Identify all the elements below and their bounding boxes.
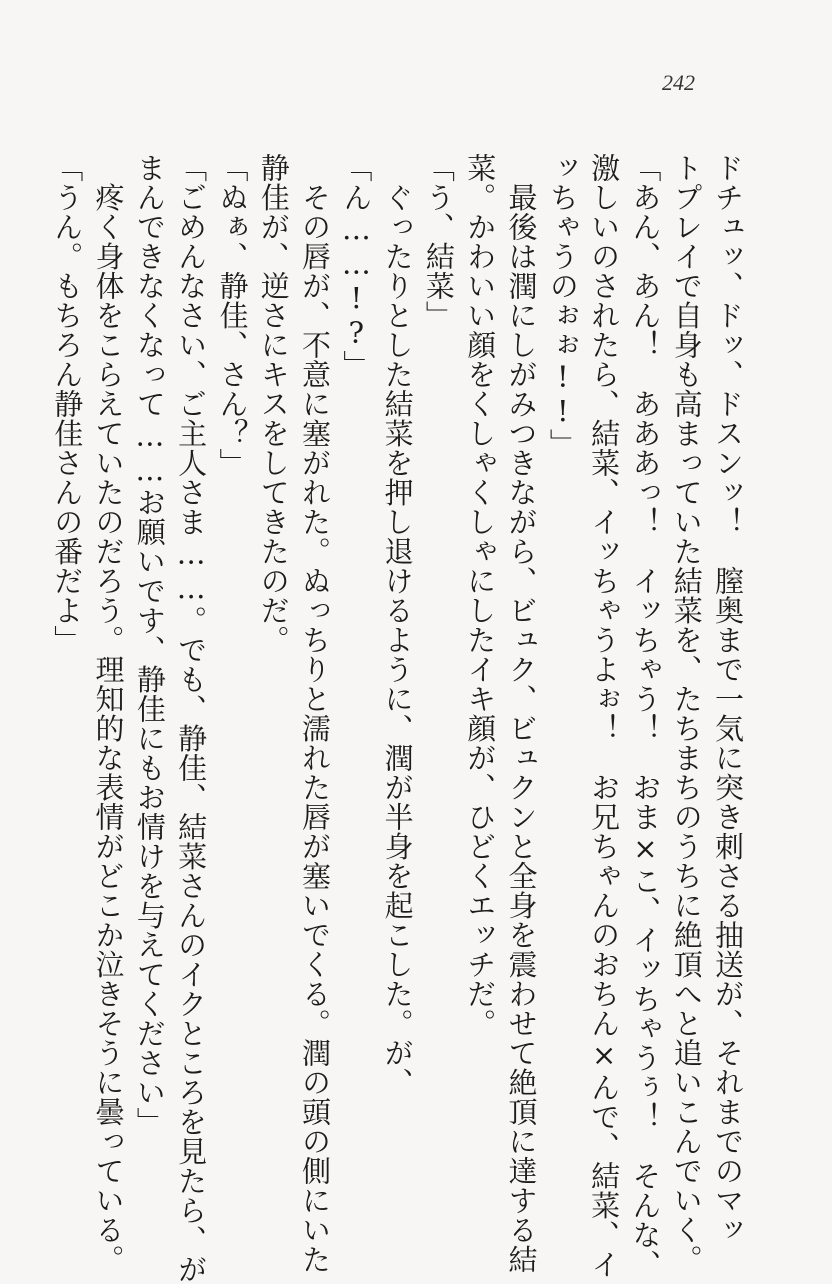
text-line: 「ん……!?」 bbox=[339, 153, 374, 380]
text-line: 「ごめんなさい、ご主人さま……。でも、静佳、結菜さんのイクところを見たら、が bbox=[174, 153, 209, 1284]
text-line: 疼く身体をこらえていたのだろう。理知的な表情がどこか泣きそうに曇っている。 bbox=[91, 153, 126, 1274]
text-line: 「う、結菜」 bbox=[421, 153, 456, 330]
text-line: 菜。かわいい顔をくしゃくしゃにしたイキ顔が、ひどくエッチだ。 bbox=[463, 153, 498, 1038]
text-line: まんできなくなって……お願いです、静佳にもお情けを与えてください」 bbox=[132, 153, 167, 1137]
text-line: ぐったりとした結菜を押し退けるように、潤が半身を起こした。が、 bbox=[380, 153, 415, 1097]
text-line: ドチュッ、ドッ、ドスンッ！ 膣奥まで一気に突き刺さる抽送が、それまでのマッ bbox=[711, 153, 745, 1245]
text-line: ッちゃうのぉぉ!!」 bbox=[545, 153, 580, 458]
body-text bbox=[46, 153, 748, 1284]
page-number: 242 bbox=[662, 70, 695, 95]
text-line: 「うん。もちろん静佳さんの番だよ」 bbox=[50, 153, 85, 655]
text-line: 静佳が、逆さにキスをしてきたのだ。 bbox=[256, 153, 291, 655]
text-line: 最後は潤にしがみつきながら、ビュク、ビュクンと全身を震わせて絶頂に達する結 bbox=[504, 153, 539, 1274]
text-line: その唇が、不意に塞がれた。ぬっちりと濡れた唇が塞いでくる。潤の頭の側にいた bbox=[298, 153, 333, 1274]
text-line: 「あん、あん！ あああっ！ イッちゃう！ おま×こ、イッちゃうぅ！ そんな、 bbox=[628, 153, 663, 1279]
text-line: 「ぬぁ、静佳、さん？」 bbox=[215, 153, 250, 478]
text-line: トプレイで自身も高まっていた結菜を、たちまちのうちに絶頂へと追いこんでいく。 bbox=[669, 153, 704, 1274]
text-line: 激しいのされたら、結菜、イッちゃうよぉ！ お兄ちゃんのおちん×んで、結菜、イ bbox=[587, 153, 622, 1279]
